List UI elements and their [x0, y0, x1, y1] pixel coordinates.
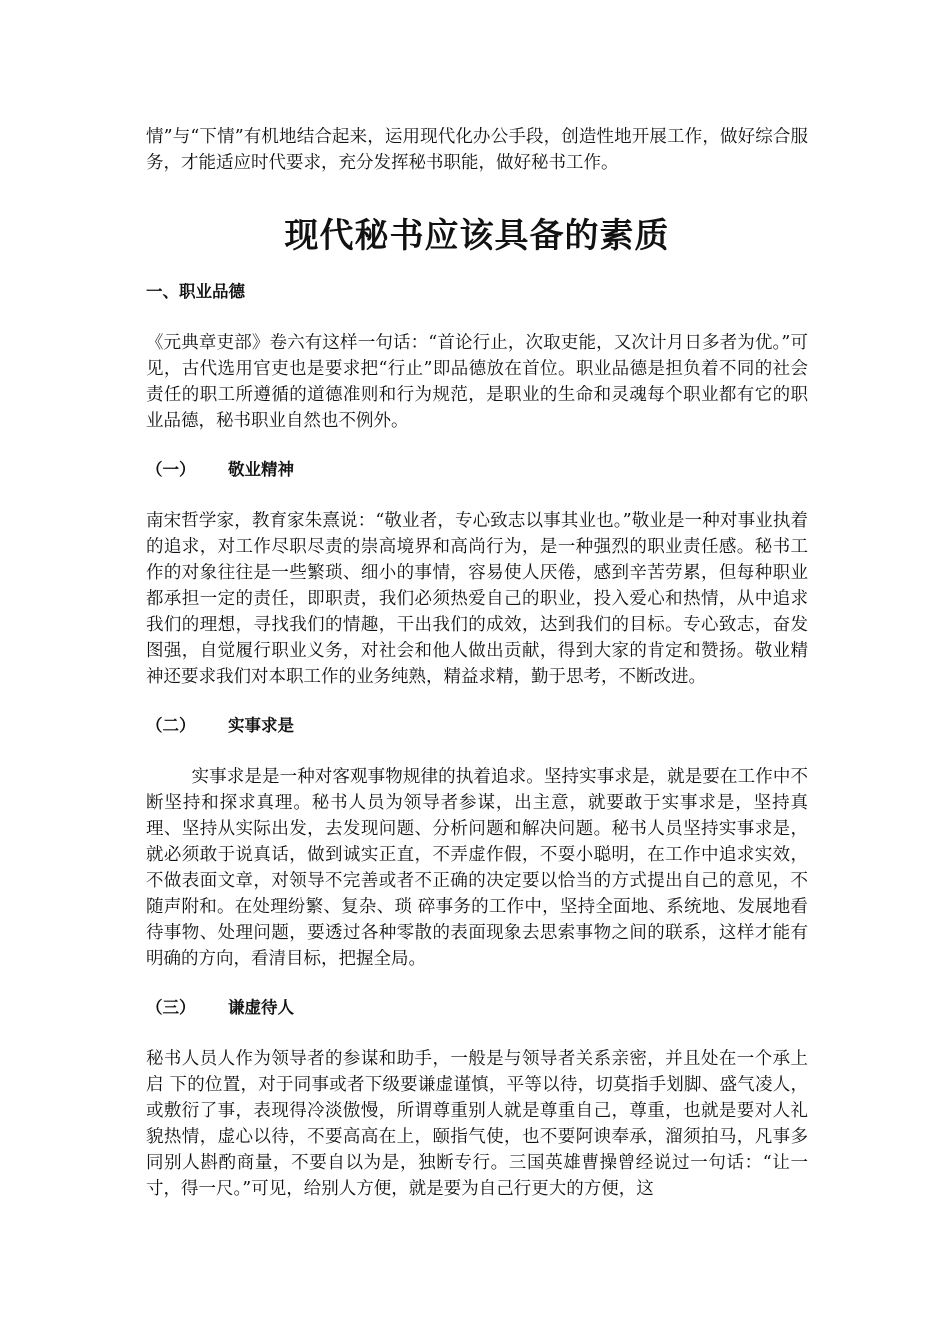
subsection-heading-dedication — [146, 458, 808, 482]
section-heading-professional-ethics: 一、职业品德 — [146, 282, 245, 301]
intro-paragraph: 情”与“下情”有机地结合起来，运用现代化办公手段，创造性地开展工作，做好综合服务，才能适应时代要求，充分发挥秘书职能，做好秘书工作。 — [146, 127, 808, 173]
subsection-paragraph-seek-truth: 实事求是是一种对客观事物规律的执着追求。坚持实事求是，就是要在工作中不断坚持和探求真理。秘书人员为领导者参谋，出主意，就要敢于实事求是，坚持真理、坚持从实际出发，去发现问题、分析问题和解决问题。秘书人员坚持实事求是，就必须敢于说真话，做到诚实正直，不弄虚作假，不耍小聪明，在工作中追求实效，不做表面文章，对领导不完善或者不正确的决定要以恰当的方式提出自己的意见，不随声附和。在处理纷繁、复杂、琐 碎事务的工作中，坚持全面地、系统地、发展地看待事物、处理问题，要透过各种零散的表面现象去思索事物之间的联系，这样才能有明确的方向，看清目标，把握全局。 — [146, 767, 808, 969]
subsection-heading-seek-truth — [146, 714, 808, 738]
subsection-paragraph-dedication: 南宋哲学家，教育家朱熹说：“敬业者，专心致志以事其业也。”敬业是一种对事业执着 的追求，对工作尽职尽责的崇高境界和高尚行为，是一种强烈的职业责任感。秘书工作的对象往往是一些繁琐、细小的事情，容易使人厌倦，感到辛苦劳累，但每种职业都承担一定的责任，即职责，我们必须热爱自己的职业，投入爱心和热情，从中追求我们的理想，寻找我们的情趣，干出我们的成效，达到我们的目标。专心致志，奋发图强，自觉履行职业义务，对社会和他人做出贡献，得到大家的肯定和赞扬。敬业精神还要求我们对本职工作的业务纯熟，精益求精，勤于思考，不断改进。 — [146, 511, 808, 687]
subsection-title: 谦虚待人 — [228, 998, 294, 1017]
subsection-heading-modesty — [146, 996, 808, 1020]
document-page — [146, 124, 808, 1202]
subsection-number: （二） — [146, 716, 196, 735]
subsection-title: 实事求是 — [228, 716, 294, 735]
subsection-number: （三） — [146, 998, 196, 1017]
section-paragraph-professional-ethics: 《元典章吏部》卷六有这样一句话：“首论行止，次取吏能，又次计月日多者为优。”可 见，古代选用官吏也是要求把“行止”即品德放在首位。职业品德是担负着不同的社会责任的职工所遵循的道德准则和行为规范，是职业的生命和灵魂每个职业都有它的职业品德，秘书职业自然也不例外。 — [146, 333, 808, 431]
subsection-paragraph-modesty: 秘书人员人作为领导者的参谋和助手，一般是与领导者关系亲密，并且处在一个承上启 下的位置，对于同事或者下级要谦虚谨慎，平等以待，切莫指手划脚、盛气凌人，或敷衍了事，表现得冷淡傲慢，所谓尊重别人就是尊重自己，尊重，也就是要对人礼貌热情，虚心以待，不要高高在上，颐指气使，也不要阿谀奉承，溜须拍马，凡事多同别人斟酌商量，不要自以为是，独断专行。三国英雄曹操曾经说过一句话：“让一寸，得一尺。”可见，给别人方便，就是要为自己行更大的方便，这 — [146, 1049, 808, 1199]
subsection-number: （一） — [146, 460, 196, 479]
document-title: 现代秘书应该具备的素质 — [284, 216, 670, 256]
subsection-title: 敬业精神 — [228, 460, 294, 479]
